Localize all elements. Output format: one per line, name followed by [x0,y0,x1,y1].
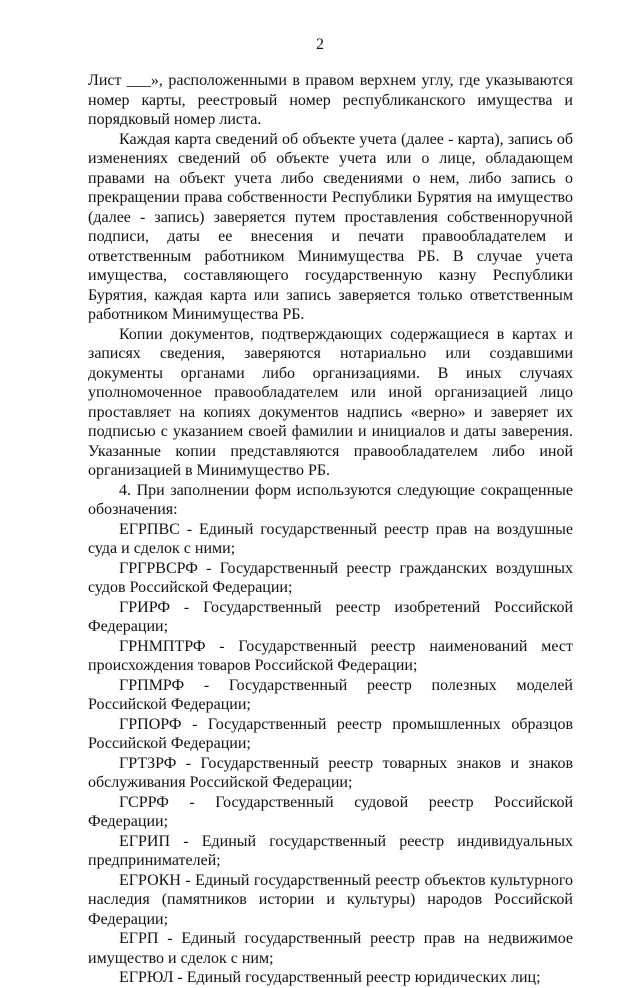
abbreviation-item: ГРНМПТРФ - Государственный реестр наименований мест происхождения товаров Российской Федерации; [88,637,573,674]
paragraph-abbreviations-intro: 4. При заполнении форм используются следующие сокращенные обозначения: [88,481,573,518]
abbreviation-item: ЕГРИП - Единый государственный реестр индивидуальных предпринимателей; [88,832,573,869]
document-body [88,71,573,988]
paragraph-list-continuation: Лист ___», расположенными в правом верхнем углу, где указываются номер карты, реестровый номер республиканского имущества и порядковый номер листа. [88,72,573,128]
paragraph-document-copies: Копии документов, подтверждающих содержащиеся в картах и записях сведения, заверяются нотариально или создавшими документы органами либо организациями. В иных случаях уполномоченное правообладателем или иной организацией лицо проставляет на копиях документов надпись «верно» и заверяет их подписью с указанием своей фамилии и инициалов и даты заверения. Указанные копии представляются правообладателем либо иной организацией в Минимущество РБ. [88,325,573,479]
abbreviation-item: ГРПМРФ - Государственный реестр полезных моделей Российской Федерации; [88,676,573,713]
abbreviation-item: ГРИРФ - Государственный реестр изобретений Российской Федерации; [88,598,573,635]
page-number: 2 [316,36,324,53]
paragraph-card-certification: Каждая карта сведений об объекте учета (далее - карта), запись об изменениях сведений об объекте учета или о лице, обладающем правами на объект учета либо сведениями о нем, либо запись о прекращении права собственности Республики Бурятия на имущество (далее - запись) заверяется путем проставления собственноручной подписи, даты ее внесения и печати правообладателем и ответственным работником Минимущества РБ. В случае учета имущества, составляющего государственную казну Республики Бурятия, каждая карта или запись заверяется только ответственным работником Минимущества РБ. [88,130,573,323]
abbreviation-item: ЕГРОКН - Единый государственный реестр объектов культурного наследия (памятников истории и культуры) народов Российской Федерации; [88,871,573,928]
abbreviation-item: ЕГРП - Единый государственный реестр прав на недвижимое имущество и сделок с ним; [88,930,573,967]
abbreviation-item: ГСРРФ - Государственный судовой реестр Российской Федерации; [88,793,573,830]
abbreviation-item: ГРПОРФ - Государственный реестр промышленных образцов Российской Федерации; [88,715,573,752]
abbreviation-item: ГРТЗРФ - Государственный реестр товарных знаков и знаков обслуживания Российской Федерации; [88,754,573,791]
abbreviation-item: ЕГРПВС - Единый государственный реестр прав на воздушные суда и сделок с ними; [88,520,573,557]
abbreviation-item: ГРГРВСРФ - Государственный реестр гражданских воздушных судов Российской Федерации; [88,559,573,596]
abbreviation-item: ЕГРЮЛ - Единый государственный реестр юридических лиц; [119,969,541,986]
